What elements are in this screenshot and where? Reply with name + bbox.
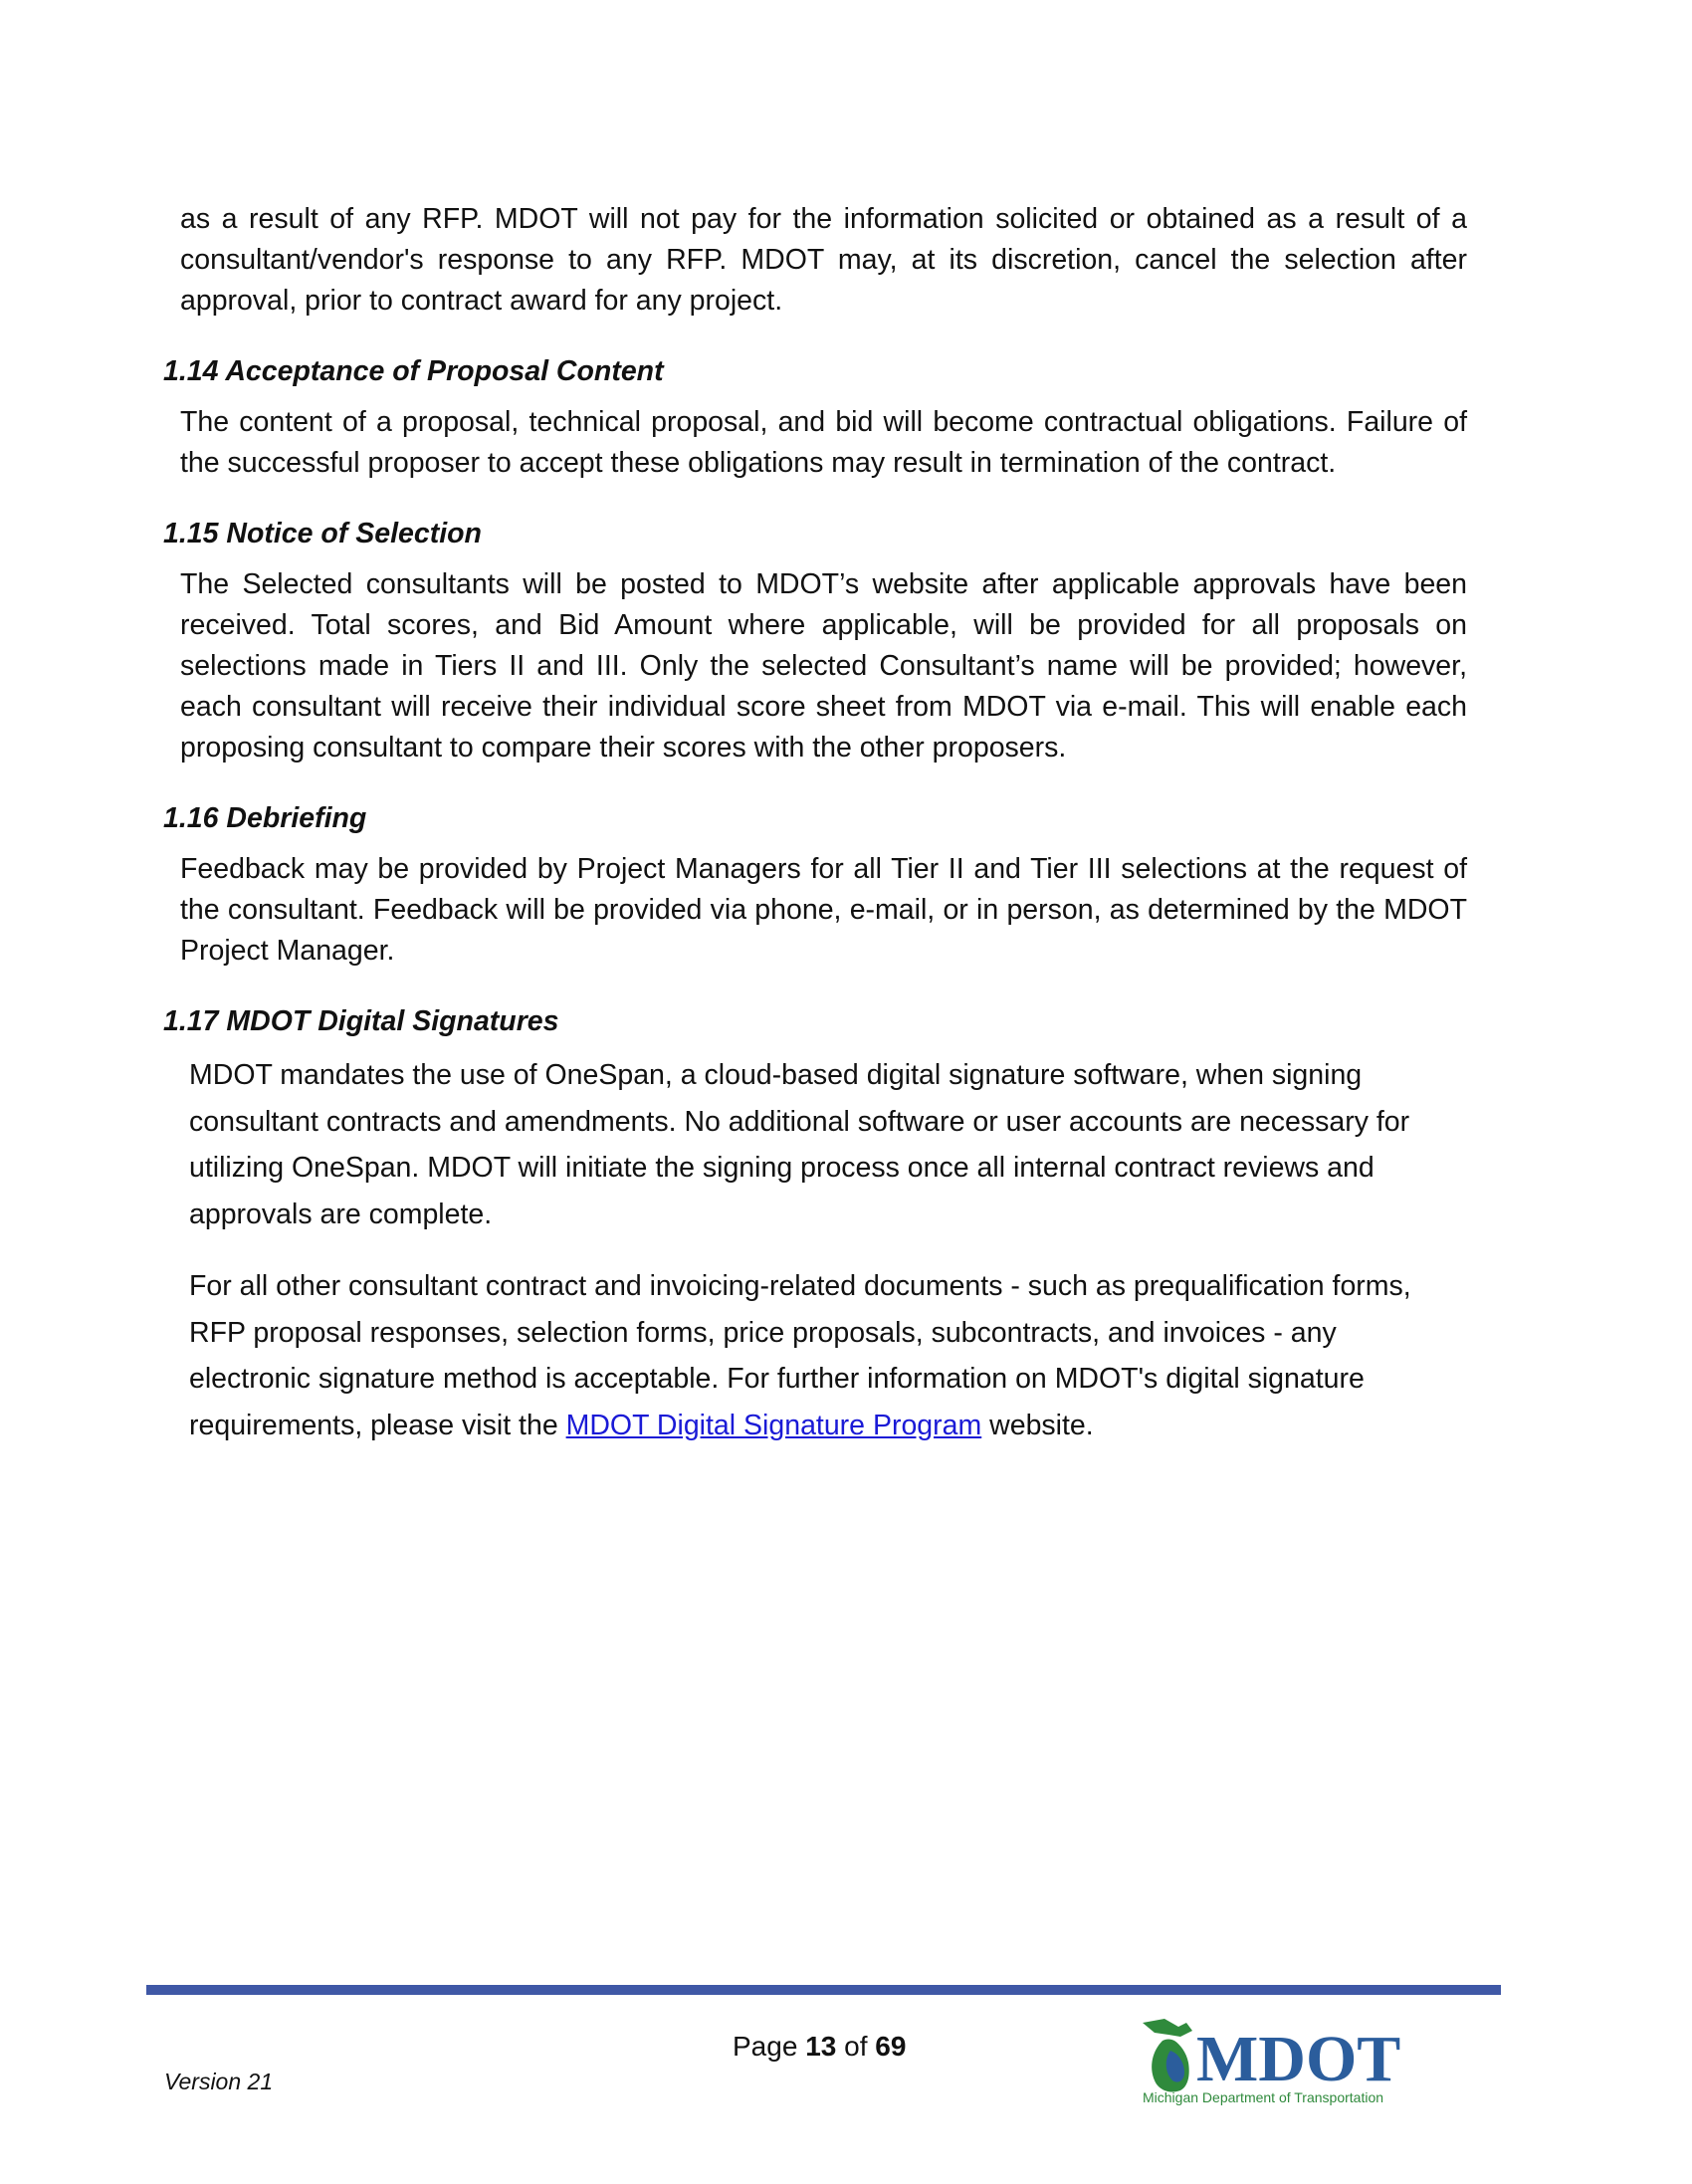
logo-wordmark: MDOT (1196, 2023, 1401, 2095)
page-total: 69 (875, 2031, 907, 2062)
michigan-map-icon (1143, 2019, 1192, 2092)
footer-divider (146, 1985, 1501, 1995)
digital-signature-program-link[interactable]: MDOT Digital Signature Program (565, 1409, 982, 1441)
section-heading-1-17: 1.17 MDOT Digital Signatures (163, 1005, 559, 1037)
section-body-1-17-p2 (163, 1263, 1467, 1448)
page-label: Page (733, 2031, 798, 2062)
section-body-1-15: The Selected consultants will be posted to MDOT’s website after applicable approvals have been received. Total scores, and Bid Amount where applicable, will be provided for all proposals on selections made in Tiers II and III. Only the selected Consultant’s name will be provided; however, each consultant will receive their individual score sheet from MDOT via e-mail. This will enable each proposing consultant to compare their scores with the other proposers. (180, 568, 1467, 764)
version-label: Version 21 (164, 2069, 274, 2094)
page-of: of (844, 2031, 868, 2062)
page-number (733, 2030, 906, 2064)
section-body-1-17-p1: MDOT mandates the use of OneSpan, a cloud-based digital signature software, when signing consultant contracts and amendments. No additional software or user accounts are necessary for utilizing OneSpan. MDOT will initiate the signing process once all internal contract reviews and approvals are complete. (189, 1059, 1410, 1230)
page-current: 13 (805, 2031, 837, 2062)
section-heading-1-14: 1.14 Acceptance of Proposal Content (163, 355, 664, 387)
section-heading-1-15: 1.15 Notice of Selection (163, 518, 482, 549)
mdot-logo (1135, 2015, 1433, 2106)
section-heading-1-16: 1.16 Debriefing (163, 802, 367, 834)
logo-subtitle: Michigan Department of Transportation (1143, 2089, 1384, 2105)
section-body-1-17-p2-suffix: website. (981, 1409, 1094, 1441)
intro-paragraph: as a result of any RFP. MDOT will not pay for the information solicited or obtained as a result of a consultant/vendor's response to any RFP. MDOT may, at its discretion, cancel the selection after approval, prior to contract award for any project. (180, 203, 1467, 317)
section-body-1-17-p2-text: For all other consultant contract and invoicing-related documents - such as prequalification forms, RFP proposal responses, selection forms, price proposals, subcontracts, and invoices - any electronic signature method is acceptable. For further information on MDOT's digital signature requirements, please visit the (189, 1270, 1411, 1441)
section-body-1-14: The content of a proposal, technical proposal, and bid will become contractual obligations. Failure of the successful proposer to accept these obligations may result in termination of the contract. (180, 406, 1467, 479)
page-content (163, 199, 1467, 1448)
section-body-1-16: Feedback may be provided by Project Managers for all Tier II and Tier III selections at the request of the consultant. Feedback will be provided via phone, e-mail, or in person, as determined by the MDOT Project Manager. (180, 853, 1467, 967)
